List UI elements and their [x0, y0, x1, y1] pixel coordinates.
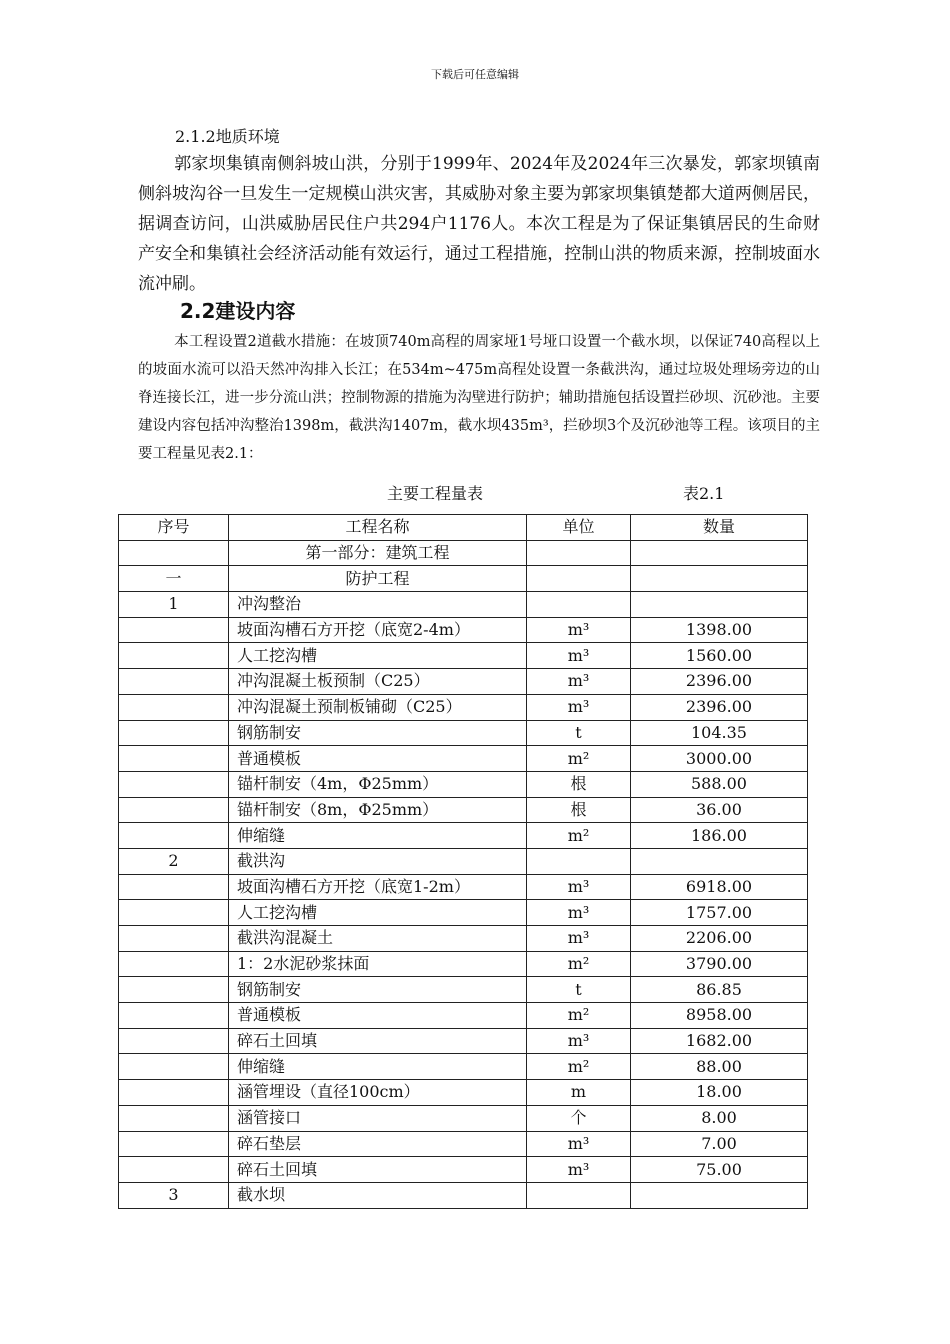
cell-name: 防护工程 [229, 566, 527, 592]
cell-unit: m³ [527, 1131, 631, 1157]
cell-qty [631, 848, 808, 874]
table-row [119, 694, 808, 720]
table-row [119, 669, 808, 695]
cell-qty: 104.35 [631, 720, 808, 746]
cell-qty: 88.00 [631, 1054, 808, 1080]
cell-unit [527, 848, 631, 874]
cell-name: 碎石土回填 [229, 1028, 527, 1054]
cell-no [119, 823, 229, 849]
cell-no: 一 [119, 566, 229, 592]
cell-unit: m² [527, 1003, 631, 1029]
cell-no [119, 1105, 229, 1131]
cell-name: 普通模板 [229, 746, 527, 772]
paragraph-construction-text: 本工程设置2道截水措施：在坡顶740m高程的周家垭1号垭口设置一个截水坝，以保证740高程以上的坡面水流可以沿天然冲沟排入长江；在534m~475m高程处设置一条截洪沟，通过垃圾处理场旁边的山脊连接长江，进一步分流山洪；控制物源的措施为沟壁进行防护；辅助措施包括设置拦砂坝、沉砂池。主要建设内容包括冲沟整治1398m，截洪沟1407m，截水坝435m³，拦砂坝3个及沉砂池等工程。该项目的主要工程量见表2.1： [138, 334, 820, 462]
cell-unit: m³ [527, 1157, 631, 1183]
cell-unit: m³ [527, 669, 631, 695]
table-row [119, 720, 808, 746]
cell-no: 2 [119, 848, 229, 874]
cell-no [119, 926, 229, 952]
cell-unit: m² [527, 746, 631, 772]
cell-no: 1 [119, 592, 229, 618]
cell-unit: m [527, 1080, 631, 1106]
cell-name: 截水坝 [229, 1182, 527, 1208]
cell-name: 碎石土回填 [229, 1157, 527, 1183]
table-row [119, 1028, 808, 1054]
cell-unit: t [527, 977, 631, 1003]
table-row [119, 848, 808, 874]
cell-no [119, 746, 229, 772]
paragraph-construction [138, 328, 820, 468]
cell-qty: 8.00 [631, 1105, 808, 1131]
cell-qty: 588.00 [631, 771, 808, 797]
cell-unit: m² [527, 1054, 631, 1080]
cell-name: 伸缩缝 [229, 1054, 527, 1080]
cell-no [119, 1054, 229, 1080]
table-row [119, 797, 808, 823]
table-header-row [119, 515, 808, 541]
cell-name: 截洪沟混凝土 [229, 926, 527, 952]
cell-qty [631, 1182, 808, 1208]
cell-unit: m² [527, 951, 631, 977]
cell-no [119, 643, 229, 669]
cell-name: 冲沟整治 [229, 592, 527, 618]
cell-qty: 75.00 [631, 1157, 808, 1183]
table-number: 表2.1 [683, 484, 725, 503]
cell-qty: 3000.00 [631, 746, 808, 772]
heading-construction-content: 2.2建设内容 [180, 299, 296, 323]
cell-name: 锚杆制安（8m，Φ25mm） [229, 797, 527, 823]
cell-qty: 6918.00 [631, 874, 808, 900]
table-row [119, 1003, 808, 1029]
cell-name: 涵管接口 [229, 1105, 527, 1131]
cell-unit: m³ [527, 643, 631, 669]
cell-unit: m³ [527, 926, 631, 952]
cell-no [119, 900, 229, 926]
cell-qty: 3790.00 [631, 951, 808, 977]
cell-name: 伸缩缝 [229, 823, 527, 849]
cell-qty: 2396.00 [631, 669, 808, 695]
cell-unit [527, 540, 631, 566]
cell-unit: m³ [527, 694, 631, 720]
cell-unit: m³ [527, 1028, 631, 1054]
table-row [119, 771, 808, 797]
section-title: 2.1.2地质环境 [175, 127, 280, 146]
quantities-table [118, 514, 808, 1209]
cell-name: 截洪沟 [229, 848, 527, 874]
table-row [119, 874, 808, 900]
table-row [119, 746, 808, 772]
cell-no [119, 720, 229, 746]
table-row [119, 1054, 808, 1080]
table-row [119, 1131, 808, 1157]
cell-name: 钢筋制安 [229, 977, 527, 1003]
table-row [119, 1105, 808, 1131]
table-row [119, 1157, 808, 1183]
table-row [119, 926, 808, 952]
table-row [119, 540, 808, 566]
paragraph-geology-text: 郭家坝集镇南侧斜坡山洪，分别于1999年、2024年及2024年三次暴发，郭家坝镇南侧斜坡沟谷一旦发生一定规模山洪灾害，其威胁对象主要为郭家坝集镇楚都大道两侧居民，据调查访问，山洪威胁居民住户共294户1176人。本次工程是为了保证集镇居民的生命财产安全和集镇社会经济活动能有效运行，通过工程措施，控制山洪的物质来源，控制坡面水流冲刷。 [138, 154, 820, 294]
table-caption: 主要工程量表 [387, 484, 484, 503]
cell-no [119, 951, 229, 977]
cell-qty [631, 540, 808, 566]
cell-no [119, 874, 229, 900]
cell-qty: 86.85 [631, 977, 808, 1003]
cell-unit: 个 [527, 1105, 631, 1131]
header-no: 序号 [119, 515, 229, 541]
cell-qty: 1560.00 [631, 643, 808, 669]
header-name: 工程名称 [229, 515, 527, 541]
cell-qty: 8958.00 [631, 1003, 808, 1029]
cell-qty: 36.00 [631, 797, 808, 823]
cell-no [119, 771, 229, 797]
page-header: 下载后可任意编辑 [431, 68, 519, 81]
cell-unit: t [527, 720, 631, 746]
cell-no [119, 540, 229, 566]
cell-no: 3 [119, 1182, 229, 1208]
cell-no [119, 797, 229, 823]
cell-no [119, 669, 229, 695]
table-row [119, 1080, 808, 1106]
cell-name: 第一部分：建筑工程 [229, 540, 527, 566]
cell-name: 普通模板 [229, 1003, 527, 1029]
table-row [119, 977, 808, 1003]
cell-qty: 18.00 [631, 1080, 808, 1106]
table-row [119, 643, 808, 669]
cell-qty: 1757.00 [631, 900, 808, 926]
table-row [119, 566, 808, 592]
cell-no [119, 1157, 229, 1183]
cell-no [119, 617, 229, 643]
cell-qty: 186.00 [631, 823, 808, 849]
cell-name: 涵管埋设（直径100cm） [229, 1080, 527, 1106]
cell-name: 冲沟混凝土预制板铺砌（C25） [229, 694, 527, 720]
cell-name: 冲沟混凝土板预制（C25） [229, 669, 527, 695]
cell-name: 人工挖沟槽 [229, 643, 527, 669]
cell-qty: 1398.00 [631, 617, 808, 643]
cell-name: 锚杆制安（4m，Φ25mm） [229, 771, 527, 797]
cell-name: 人工挖沟槽 [229, 900, 527, 926]
cell-name: 钢筋制安 [229, 720, 527, 746]
cell-no [119, 1080, 229, 1106]
cell-no [119, 1028, 229, 1054]
cell-no [119, 1131, 229, 1157]
cell-qty: 2396.00 [631, 694, 808, 720]
cell-qty: 7.00 [631, 1131, 808, 1157]
cell-name: 坡面沟槽石方开挖（底宽1-2m） [229, 874, 527, 900]
table-row [119, 1182, 808, 1208]
cell-unit: 根 [527, 797, 631, 823]
table-row [119, 823, 808, 849]
cell-unit [527, 592, 631, 618]
cell-unit: m³ [527, 617, 631, 643]
cell-name: 碎石垫层 [229, 1131, 527, 1157]
cell-qty [631, 566, 808, 592]
cell-qty [631, 592, 808, 618]
cell-name: 1：2水泥砂浆抹面 [229, 951, 527, 977]
table-row [119, 951, 808, 977]
cell-qty: 1682.00 [631, 1028, 808, 1054]
cell-unit: m³ [527, 900, 631, 926]
cell-unit [527, 566, 631, 592]
paragraph-geology [138, 149, 820, 299]
table-row [119, 592, 808, 618]
cell-unit [527, 1182, 631, 1208]
cell-unit: 根 [527, 771, 631, 797]
cell-qty: 2206.00 [631, 926, 808, 952]
table-row [119, 617, 808, 643]
cell-no [119, 694, 229, 720]
cell-no [119, 977, 229, 1003]
cell-unit: m² [527, 823, 631, 849]
table-row [119, 900, 808, 926]
cell-no [119, 1003, 229, 1029]
cell-unit: m³ [527, 874, 631, 900]
header-qty: 数量 [631, 515, 808, 541]
header-unit: 单位 [527, 515, 631, 541]
cell-name: 坡面沟槽石方开挖（底宽2-4m） [229, 617, 527, 643]
